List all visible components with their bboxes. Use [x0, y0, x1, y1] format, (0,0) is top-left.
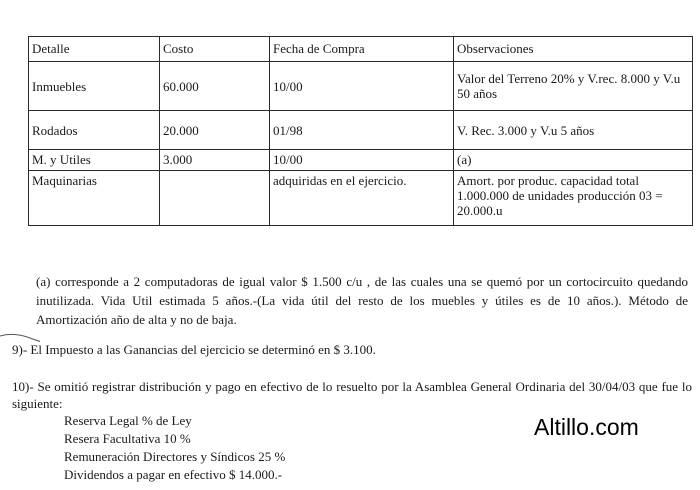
- header-observaciones: Observaciones: [454, 37, 693, 62]
- list-item: Dividendos a pagar en efectivo $ 14.000.-: [64, 467, 283, 482]
- cell-fecha: 01/98: [270, 111, 454, 150]
- cell-costo: 3.000: [160, 150, 270, 171]
- table-header-row: [29, 37, 693, 62]
- footnote-a: (a) corresponde a 2 computadoras de igual valor $ 1.500 c/u , de las cuales una se quemó por un cortocircuito quedando inutilizada. Vida Util estimada 5 años.-(La vida útil del resto de los muebles y útiles es de 10 años.). Método de Amortización año de alta y no de baja.: [36, 274, 688, 327]
- cell-fecha: 10/00: [270, 62, 454, 111]
- list-item: Resera Facultativa 10 %: [64, 431, 191, 446]
- list-item: Reserva Legal % de Ley: [64, 413, 192, 428]
- cell-fecha: 10/00: [270, 150, 454, 171]
- cell-costo: 20.000: [160, 111, 270, 150]
- table-row: [29, 150, 693, 171]
- item-10-intro: 10)- Se omitió registrar distribución y pago en efectivo de lo resuelto por la Asamblea General Ordinaria del 30/04/03 que fue lo siguiente:: [12, 379, 692, 411]
- cell-detalle: M. y Utiles: [29, 150, 160, 171]
- cell-detalle: Maquinarias: [29, 171, 160, 226]
- cell-observaciones: V. Rec. 3.000 y V.u 5 años: [454, 111, 693, 150]
- header-detalle: Detalle: [29, 37, 160, 62]
- list-item: Remuneración Directores y Síndicos 25 %: [64, 449, 286, 464]
- table-row: [29, 111, 693, 150]
- assets-table: [28, 36, 693, 226]
- cell-costo: [160, 171, 270, 226]
- cell-costo: 60.000: [160, 62, 270, 111]
- header-costo: Costo: [160, 37, 270, 62]
- cell-detalle: Rodados: [29, 111, 160, 150]
- cell-observaciones: Amort. por produc. capacidad total 1.000.000 de unidades producción 03 = 20.000.u: [454, 171, 693, 226]
- cell-observaciones: Valor del Terreno 20% y V.rec. 8.000 y V.u 50 años: [454, 62, 693, 111]
- cell-fecha: adquiridas en el ejercicio.: [270, 171, 454, 226]
- cell-detalle: Inmuebles: [29, 62, 160, 111]
- header-fecha: Fecha de Compra: [270, 37, 454, 62]
- item-9: 9)- El Impuesto a las Ganancias del ejercicio se determinó en $ 3.100.: [12, 342, 376, 357]
- cell-observaciones: (a): [454, 150, 693, 171]
- table-row: [29, 171, 693, 226]
- watermark: Altillo.com: [534, 414, 639, 440]
- table-row: [29, 62, 693, 111]
